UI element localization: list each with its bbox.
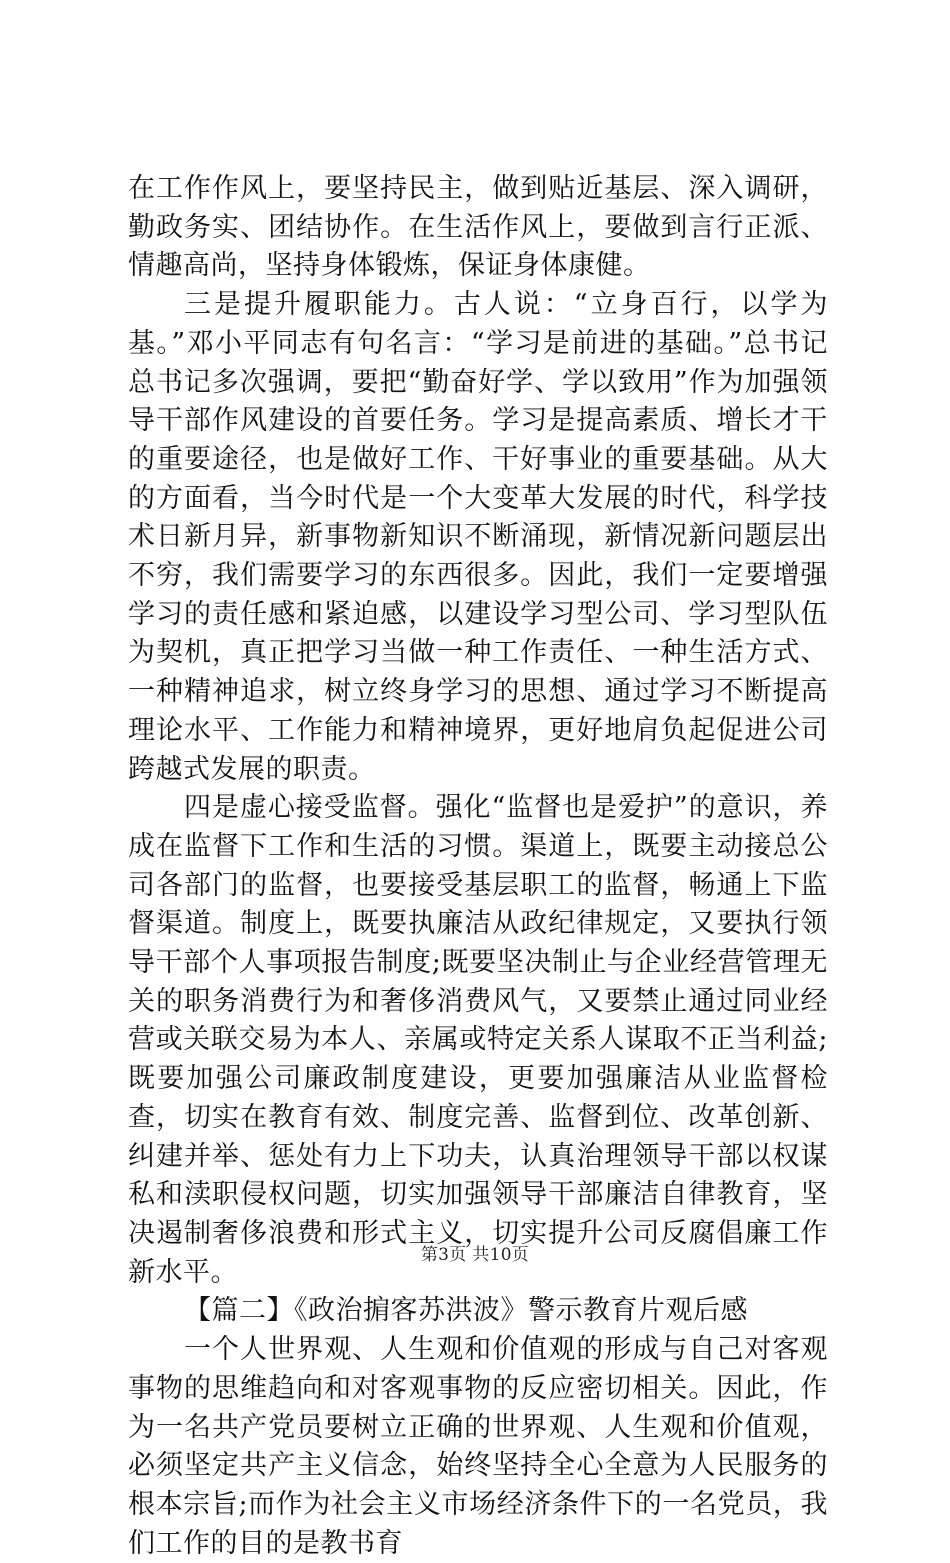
paragraph-worldview: 一个人世界观、人生观和价值观的形成与自己对客观事物的思维趋向和对客观事物的反应密切相关。因此，作为一名共产党员要树立正确的世界观、人生观和价值观，必须坚定共产主义信念，始终坚持全心全意为人民服务的根本宗旨;而作为社会主义市场经济条件下的一名党员，我们工作的目的是教书育: [128, 1334, 828, 1559]
page-number-footer: 第3页 共10页: [420, 1245, 530, 1265]
paragraph-work-style: 在工作作风上，要坚持民主，做到贴近基层、深入调研，勤政务实、团结协作。在生活作风上，要做到言行正派、情趣高尚，坚持身体锻炼，保证身体康健。: [128, 173, 828, 282]
section-heading-part-two: 【篇二】《政治掮客苏洪波》警示教育片观后感: [184, 1295, 748, 1327]
paragraph-improve-ability: 三是提升履职能力。古人说：“立身百行，以学为基。”邓小平同志有句名言：“学习是前进的基础。”总书记总书记多次强调，要把“勤奋好学、学以致用”作为加强领导干部作风建设的首要任务。学习是提高素质、增长才干的重要途径，也是做好工作、干好事业的重要基础。从大的方面看，当今时代是一个大变革大发展的时代，科学技术日新月异，新事物新知识不断涌现，新情况新问题层出不穷，我们需要学习的东西很多。因此，我们一定要增强学习的责任感和紧迫感，以建设学习型公司、学习型队伍为契机，真正把学习当做一种工作责任、一种生活方式、一种精神追求，树立终身学习的思想、通过学习不断提高理论水平、工作能力和精神境界，更好地肩负起促进公司跨越式发展的职责。: [128, 289, 828, 785]
paragraph-accept-supervision: 四是虚心接受监督。强化“监督也是爱护”的意识，养成在监督下工作和生活的习惯。渠道上，既要主动接总公司各部门的监督，也要接受基层职工的监督，畅通上下监督渠道。制度上，既要执廉洁从政纪律规定，又要执行领导干部个人事项报告制度;既要坚决制止与企业经营管理无关的职务消费行为和奢侈消费风气，又要禁止通过同业经营或关联交易为本人、亲属或特定关系人谋取不正当利益;既要加强公司廉政制度建设，更要加强廉洁从业监督检查，切实在教育有效、制度完善、监督到位、改革创新、纠建并举、惩处有力上下功夫，认真治理领导干部以权谋私和渎职侵权问题，切实加强领导干部廉洁自律教育，坚决遏制奢侈浪费和形式主义，切实提升公司反腐倡廉工作新水平。: [128, 792, 828, 1288]
document-body: [128, 170, 828, 1563]
